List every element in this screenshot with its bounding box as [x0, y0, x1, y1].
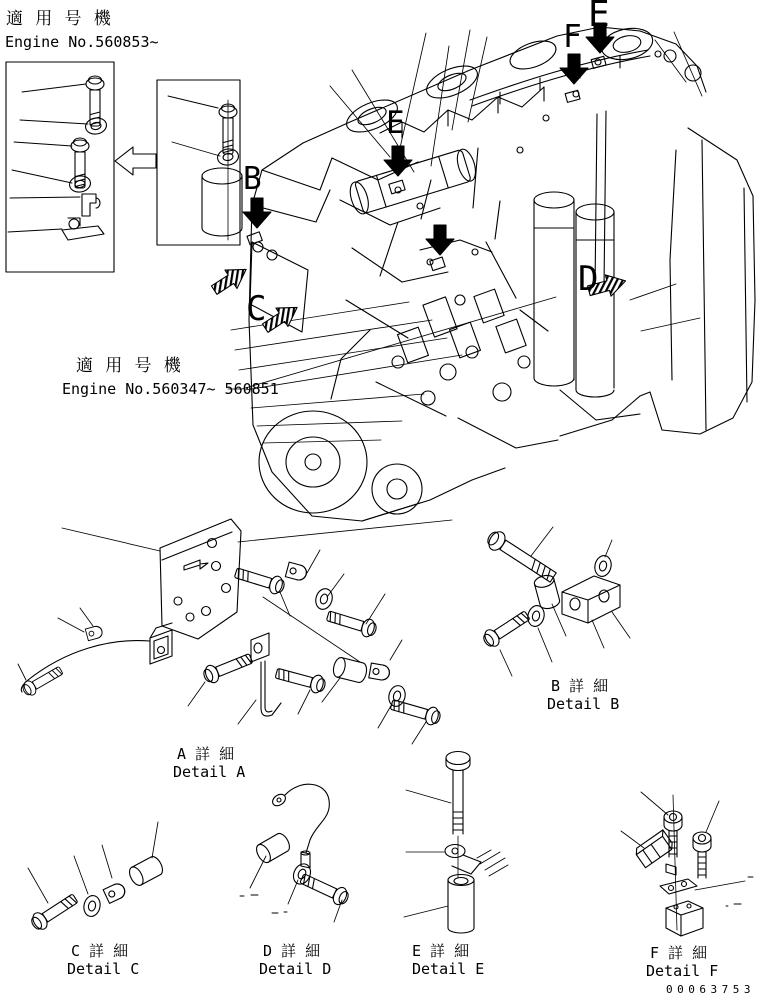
detail-c-label-en: Detail C: [67, 960, 140, 978]
detail-b-drawing: [480, 527, 630, 676]
detail-b-label-en: Detail B: [547, 695, 620, 713]
crank-pulley: [259, 411, 422, 514]
black-arrow-b: [243, 198, 271, 228]
detail-d-label-jp: D 詳 細: [263, 942, 321, 960]
inset-box-2: [157, 80, 242, 245]
black-arrow-mid: [426, 225, 454, 255]
applicability-mid-jp: 適 用 号 機: [76, 356, 182, 376]
leader-lines: [228, 30, 702, 443]
starter-motor-tube: [347, 147, 479, 216]
detail-f-drawing: [621, 792, 753, 936]
callout-letter-d: D: [578, 259, 599, 299]
engine-drawing: [228, 24, 755, 521]
detail-e-drawing: [404, 752, 508, 934]
detail-e-label-jp: E 詳 細: [412, 942, 470, 960]
inset-box-1: [6, 62, 114, 272]
detail-a-label-jp: A 詳 細: [177, 745, 235, 763]
detail-a-drawing: [18, 519, 452, 744]
inset-transfer-arrow: [115, 147, 156, 175]
callout-letter-e-mid: E: [386, 105, 405, 141]
detail-c-drawing: [28, 822, 165, 933]
callout-letter-e-top: E: [588, 0, 610, 35]
applicability-mid-en: Engine No.560347~ 560851: [62, 380, 279, 398]
callout-letter-b: B: [243, 161, 262, 197]
filter-canisters: [534, 192, 614, 397]
drawing-number: 00063753: [666, 983, 755, 996]
detail-f-label-jp: F 詳 細: [650, 944, 708, 962]
callout-letter-f-top: F: [563, 19, 582, 55]
callout-letter-c: C: [246, 289, 267, 329]
detail-f-label-en: Detail F: [646, 962, 719, 980]
detail-a-label-en: Detail A: [173, 763, 246, 781]
detail-b-label-jp: B 詳 細: [551, 677, 609, 695]
applicability-top-en: Engine No.560853~: [5, 33, 159, 51]
detail-d-label-en: Detail D: [259, 960, 332, 978]
black-arrow-f: [560, 54, 588, 84]
detail-d-drawing: [240, 784, 351, 922]
detail-e-label-en: Detail E: [412, 960, 485, 978]
applicability-top-jp: 適 用 号 機: [6, 9, 112, 29]
detail-c-label-jp: C 詳 細: [71, 942, 129, 960]
